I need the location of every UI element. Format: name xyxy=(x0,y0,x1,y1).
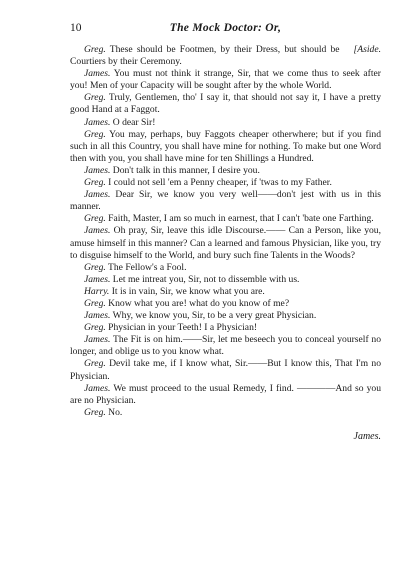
dialogue-paragraph xyxy=(70,129,381,165)
speaker-name: James. xyxy=(84,225,111,237)
speech-text: Dear Sir, we know you very well——don't jest with us in this manner. xyxy=(70,189,381,213)
dialogue-paragraph xyxy=(70,298,381,310)
speech-text: Don't talk in this manner, I desire you. xyxy=(112,164,260,176)
speech-text: You must not think it strange, Sir, that we come thus to seek after you! Men of your Capacity will be sought after by the whole World. xyxy=(70,68,381,92)
speech-text: Truly, Gentlemen, tho' I say it, that should not say it, I have a pretty good Hand at a Faggot. xyxy=(70,92,381,116)
speaker-name: Greg. xyxy=(84,322,106,334)
speech-text: We must proceed to the usual Remedy, I find. ————And so you are no Physician. xyxy=(70,382,381,406)
dialogue-paragraph xyxy=(70,213,381,225)
speaker-name: Greg. xyxy=(84,406,106,418)
speaker-name: Greg. xyxy=(84,213,106,225)
speaker-name: Harry. xyxy=(84,285,110,297)
speech-text: It is in vain, Sir, we know what you are. xyxy=(111,285,265,297)
speech-text: These should be Footmen, by their Dress, but should be Courtiers by their Ceremony. xyxy=(70,44,340,68)
speech-text: No. xyxy=(108,406,123,418)
dialogue-paragraph xyxy=(70,92,381,116)
dialogue-paragraph xyxy=(70,262,381,274)
dialogue-paragraph xyxy=(70,286,381,298)
running-title: The Mock Doctor: Or, xyxy=(169,22,282,34)
speaker-name: James. xyxy=(84,116,111,128)
speaker-name: James. xyxy=(84,68,111,80)
dialogue-paragraph xyxy=(70,358,381,382)
speech-text: You may, perhaps, buy Faggots cheaper otherwhere; but if you find such in all this Country, you shall have mine for nothing. To make but one Word then with you, you shall have mine for ten Shillings a Hundred. xyxy=(70,128,381,164)
speaker-name: Greg. xyxy=(84,358,106,370)
speaker-name: James. xyxy=(84,273,111,285)
speaker-name: James. xyxy=(84,310,111,322)
speech-text: Oh pray, Sir, leave this idle Discourse.—— Can a Person, like you, amuse himself in this manner? Can a learned and famous Physician, like you, try to disguise himself to the World, and bury such fine Talents in the Woods? xyxy=(70,225,381,261)
speech-text: The Fellow's a Fool. xyxy=(108,261,187,273)
dialogue-paragraph xyxy=(70,68,381,92)
speaker-name: James. xyxy=(84,382,111,394)
speaker-name: James. xyxy=(84,334,111,346)
speech-text: Faith, Master, I am so much in earnest, that I can't 'bate one Farthing. xyxy=(108,213,374,225)
page-number: 10 xyxy=(70,22,82,34)
dialogue-paragraph xyxy=(70,334,381,358)
page-header xyxy=(70,22,381,38)
dialogue-paragraph xyxy=(70,177,381,189)
speech-text: Why, we know you, Sir, to be a very great Physician. xyxy=(112,310,317,322)
speech-text: The Fit is on him.——Sir, let me beseech you to conceal yourself no longer, and oblige us to you know what. xyxy=(70,334,381,358)
dialogue-paragraph xyxy=(70,310,381,322)
dialogue-paragraph xyxy=(70,383,381,407)
dialogue-paragraph xyxy=(70,274,381,286)
speech-text: Let me intreat you, Sir, not to dissemble with us. xyxy=(112,273,300,285)
stage-direction: [Aside. xyxy=(353,44,381,55)
speaker-name: James. xyxy=(84,189,111,201)
dialogue-text xyxy=(70,44,381,419)
speech-text: Devil take me, if I know what, Sir.——But I know this, That I'm no Physician. xyxy=(70,358,381,382)
speaker-name: Greg. xyxy=(84,44,106,55)
speech-text: O dear Sir! xyxy=(112,116,156,128)
speaker-name: Greg. xyxy=(84,177,106,189)
dialogue-paragraph xyxy=(70,225,381,261)
speaker-name: Greg. xyxy=(84,128,106,140)
speech-text: Know what you are! what do you know of me? xyxy=(108,297,290,309)
dialogue-paragraph xyxy=(70,44,381,68)
speaker-name: Greg. xyxy=(84,92,106,104)
dialogue-paragraph xyxy=(70,165,381,177)
dialogue-paragraph xyxy=(70,189,381,213)
speaker-name: Greg. xyxy=(84,261,106,273)
speaker-name: James. xyxy=(84,164,111,176)
speech-text: Physician in your Teeth! I a Physician! xyxy=(108,322,258,334)
dialogue-paragraph xyxy=(70,322,381,334)
dialogue-paragraph xyxy=(70,117,381,129)
catchword: James. xyxy=(353,430,381,442)
speaker-name: Greg. xyxy=(84,297,106,309)
speech-text: I could not sell 'em a Penny cheaper, if 'twas to my Father. xyxy=(108,177,332,189)
dialogue-paragraph xyxy=(70,407,381,419)
